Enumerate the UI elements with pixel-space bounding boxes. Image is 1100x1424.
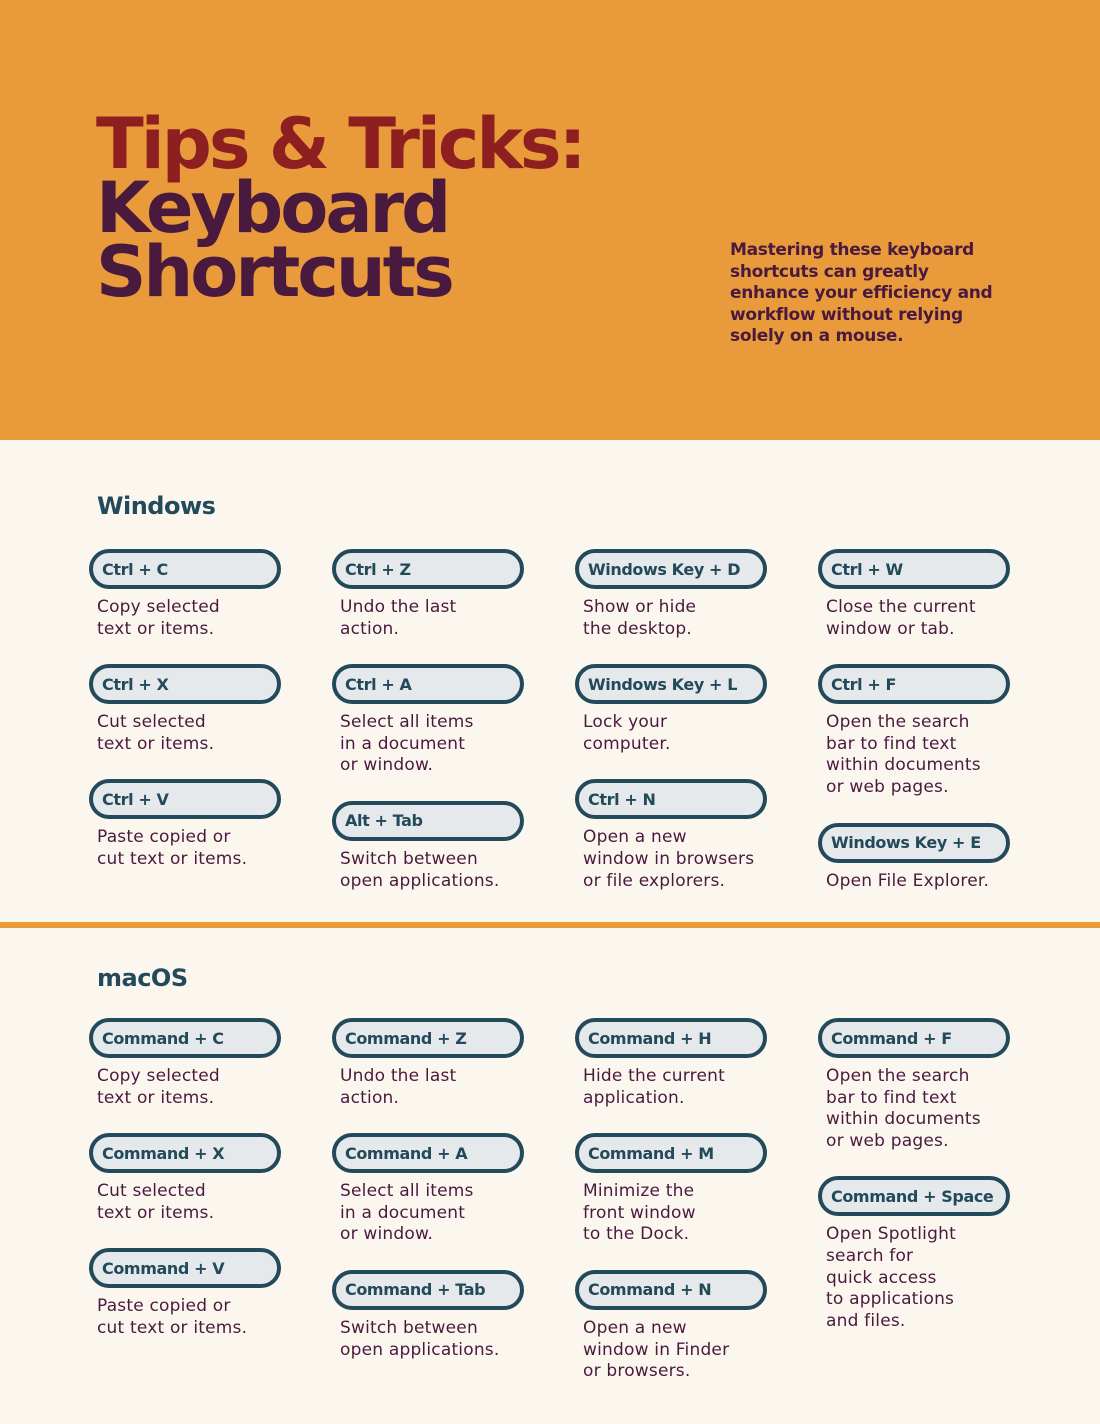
shortcut-item	[818, 1018, 1018, 1152]
shortcut-item	[575, 1133, 775, 1246]
shortcut-item	[575, 1018, 775, 1109]
shortcut-key: Ctrl + A	[332, 664, 524, 704]
shortcut-key: Ctrl + N	[575, 779, 767, 819]
shortcut-key: Command + X	[89, 1133, 281, 1173]
title-line-3: Shortcuts	[96, 231, 452, 313]
shortcut-description: Open Spotlight search for quick access to applications and files.	[826, 1224, 956, 1331]
macos-column-1	[89, 1018, 289, 1340]
shortcut-description: Open a new window in browsers or file explorers.	[583, 827, 755, 891]
shortcut-description: Switch between open applications.	[340, 1317, 500, 1360]
windows-heading: Windows	[97, 492, 216, 520]
shortcut-description: Hide the current application.	[583, 1066, 725, 1108]
shortcut-key: Ctrl + C	[89, 549, 281, 589]
shortcut-item	[575, 664, 775, 755]
shortcut-item	[332, 1018, 532, 1109]
shortcut-description: Open the search bar to find text within documents or web pages.	[826, 1066, 981, 1151]
shortcut-description: Cut selected text or items.	[97, 1181, 215, 1223]
shortcut-key: Ctrl + W	[818, 549, 1010, 589]
shortcut-description: Close the current window or tab.	[826, 597, 976, 639]
page-title	[96, 103, 584, 313]
shortcut-item	[89, 779, 289, 870]
windows-column-4	[818, 549, 1018, 892]
shortcut-description: Copy selected text or items.	[97, 1066, 220, 1108]
shortcut-description: Cut selected text or items.	[97, 712, 215, 754]
shortcut-key: Windows Key + D	[575, 549, 767, 589]
shortcut-item	[89, 1133, 289, 1224]
shortcut-item	[818, 1176, 1018, 1332]
shortcut-item	[332, 549, 532, 640]
shortcut-item	[332, 664, 532, 777]
shortcut-key: Command + C	[89, 1018, 281, 1058]
shortcut-key: Alt + Tab	[332, 801, 524, 841]
shortcut-item	[89, 1018, 289, 1109]
shortcut-key: Command + Space	[818, 1176, 1010, 1216]
shortcut-item	[818, 549, 1018, 640]
shortcut-key: Command + M	[575, 1133, 767, 1173]
shortcut-item	[818, 823, 1018, 893]
shortcut-item	[89, 549, 289, 640]
shortcut-description: Minimize the front window to the Dock.	[583, 1181, 696, 1245]
shortcut-description: Copy selected text or items.	[97, 597, 220, 639]
shortcut-key: Command + F	[818, 1018, 1010, 1058]
shortcut-description: Select all items in a document or window.	[340, 712, 474, 776]
header-banner	[0, 0, 1100, 440]
shortcut-key: Command + N	[575, 1270, 767, 1310]
shortcut-description: Lock your computer.	[583, 712, 671, 754]
shortcut-description: Paste copied or cut text or items.	[97, 827, 248, 869]
shortcut-key: Command + V	[89, 1248, 281, 1288]
shortcut-item	[332, 1133, 532, 1246]
shortcut-key: Windows Key + E	[818, 823, 1010, 863]
shortcut-item	[575, 549, 775, 640]
macos-heading: macOS	[97, 964, 188, 992]
shortcut-description: Undo the last action.	[340, 597, 457, 639]
section-divider	[0, 922, 1100, 928]
shortcut-key: Command + H	[575, 1018, 767, 1058]
shortcut-key: Ctrl + X	[89, 664, 281, 704]
shortcut-item	[89, 1248, 289, 1339]
intro-text: Mastering these keyboard shortcuts can greatly enhance your efficiency and workflow without relying solely on a mouse.	[730, 240, 993, 346]
shortcut-key: Command + A	[332, 1133, 524, 1173]
shortcut-item	[332, 801, 532, 892]
shortcut-description: Undo the last action.	[340, 1066, 457, 1108]
shortcut-description: Paste copied or cut text or items.	[97, 1296, 248, 1338]
shortcut-item	[575, 779, 775, 892]
macos-column-4	[818, 1018, 1018, 1332]
windows-column-2	[332, 549, 532, 892]
shortcut-description: Open a new window in Finder or browsers.	[583, 1317, 730, 1382]
shortcut-description: Switch between open applications.	[340, 848, 500, 891]
shortcut-item	[818, 664, 1018, 798]
title-line-2: Keyboard	[96, 167, 449, 249]
shortcut-key: Ctrl + Z	[332, 549, 524, 589]
shortcut-description: Select all items in a document or window.	[340, 1181, 474, 1245]
shortcut-item	[575, 1270, 775, 1383]
shortcut-item	[89, 664, 289, 755]
shortcut-item	[332, 1270, 532, 1361]
shortcut-key: Ctrl + V	[89, 779, 281, 819]
windows-column-1	[89, 549, 289, 871]
shortcut-description: Open the search bar to find text within documents or web pages.	[826, 712, 981, 797]
title-line-1: Tips & Tricks:	[96, 103, 584, 185]
shortcut-key: Windows Key + L	[575, 664, 767, 704]
macos-column-3	[575, 1018, 775, 1383]
shortcut-description: Show or hide the desktop.	[583, 597, 697, 639]
shortcut-key: Command + Tab	[332, 1270, 524, 1310]
shortcut-key: Ctrl + F	[818, 664, 1010, 704]
macos-column-2	[332, 1018, 532, 1361]
shortcut-key: Command + Z	[332, 1018, 524, 1058]
shortcut-description: Open File Explorer.	[826, 870, 990, 891]
windows-column-3	[575, 549, 775, 892]
